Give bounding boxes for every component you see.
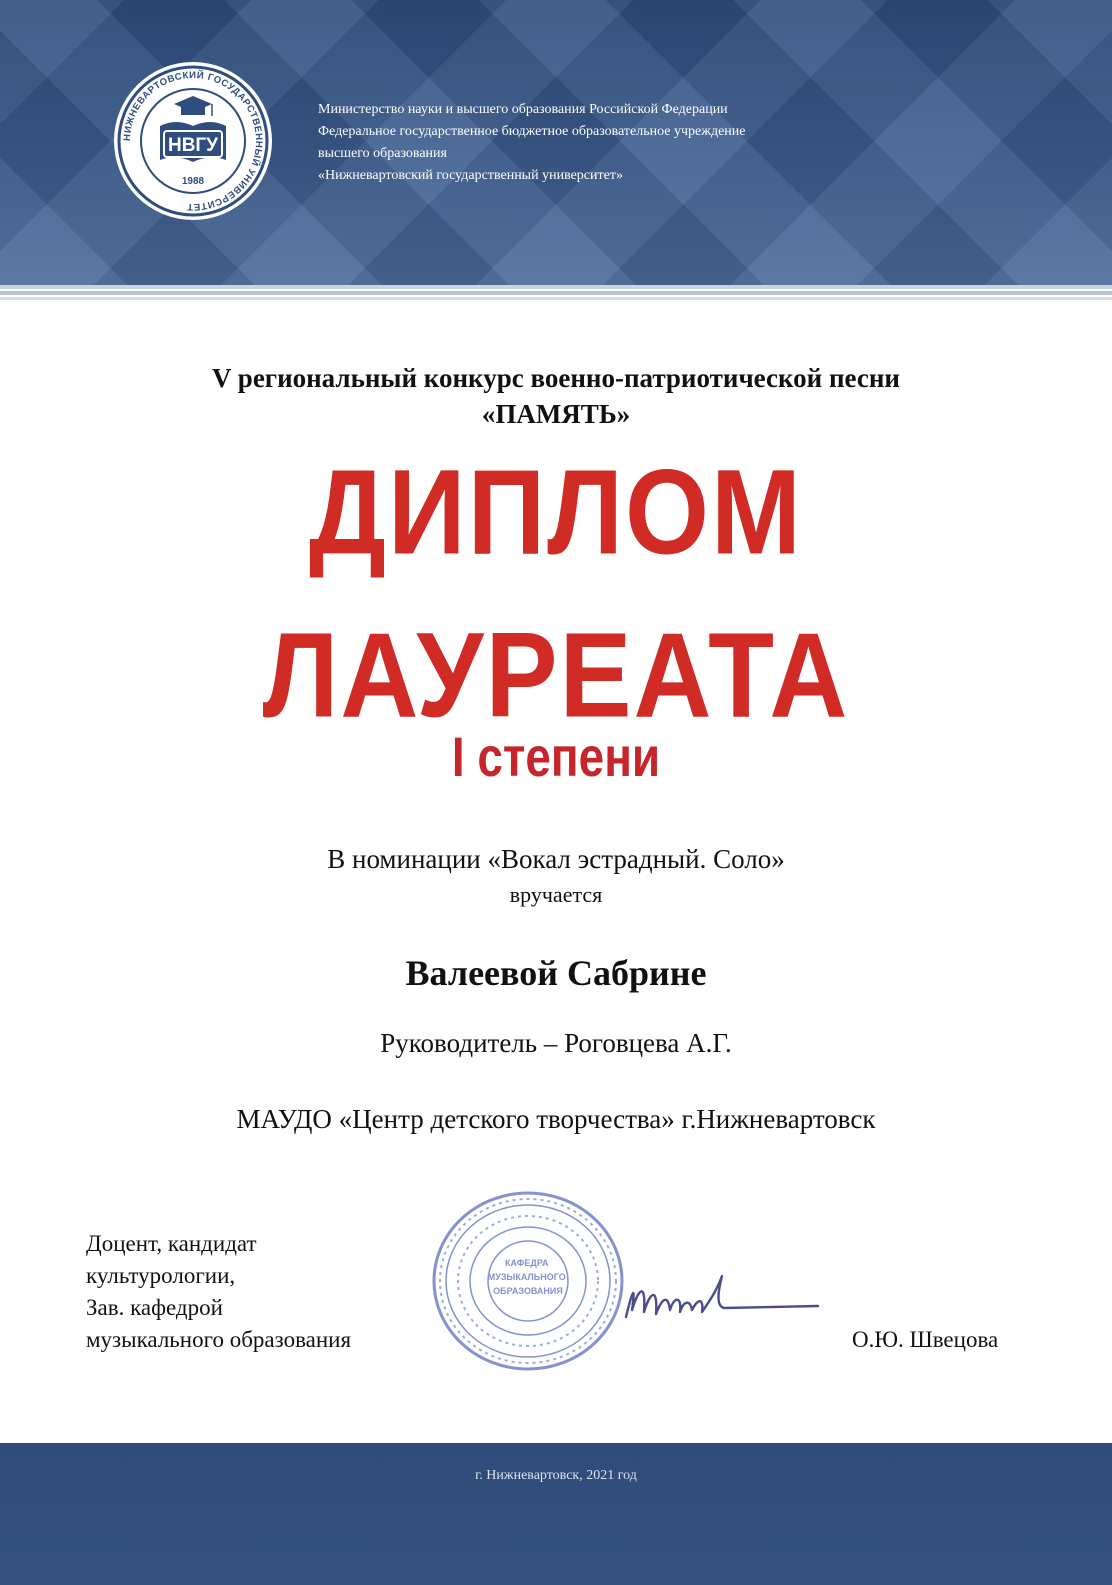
official-seal [428,1186,628,1376]
contest-line-2: «ПАМЯТЬ» [481,399,631,429]
logo-ring-text: НИЖНЕВАРТОВСКИЙ ГОСУДАРСТВЕННЫЙ УНИВЕРСИТЕТ [121,69,265,213]
nomination-text: В номинации «Вокал эстрадный. Соло» [327,844,785,874]
header-line: Федеральное государственное бюджетное образовательное учреждение [318,124,746,139]
position-line: Зав. кафедрой [86,1295,223,1320]
recipient-name: Валеевой Сабрине [405,953,707,993]
position-line: музыкального образования [86,1327,352,1352]
given-text: вручается [509,882,603,907]
logo-year: 1988 [181,176,205,187]
position-line: культурологии, [86,1263,236,1288]
logo-abbreviation: НВГУ [167,135,219,156]
seal-text: КАФЕДРА МУЗЫКАЛЬНОГО ОБРАЗОВАНИЯ [487,1258,566,1296]
laureate-title: ЛАУРЕАТА [262,606,850,743]
header-line: Министерство науки и высшего образования Российской Федерации [318,102,728,117]
footer-text: г. Нижневартовск, 2021 год [475,1468,637,1483]
header-line: «Нижневартовский государственный университет» [318,168,623,183]
leader-text: Руководитель – Роговцева А.Г. [380,1028,732,1058]
header-line: высшего образования [318,146,447,161]
university-logo [112,60,274,222]
organization-text: МАУДО «Центр детского творчества» г.Нижневартовск [236,1104,876,1134]
signatory-position [86,1228,351,1356]
position-line: Доцент, кандидат [86,1231,257,1256]
degree-title: I степени [451,725,661,788]
contest-line-1: V региональный конкурс военно-патриотической песни [212,363,900,393]
ministry-header-text [318,99,745,187]
diploma-title: ДИПЛОМ [309,443,803,580]
signatory-name: О.Ю. Швецова [852,1327,999,1352]
header-stripes [0,285,1112,315]
header-banner [0,0,1112,285]
contest-title [0,360,1112,432]
handwritten-signature [618,1262,823,1342]
